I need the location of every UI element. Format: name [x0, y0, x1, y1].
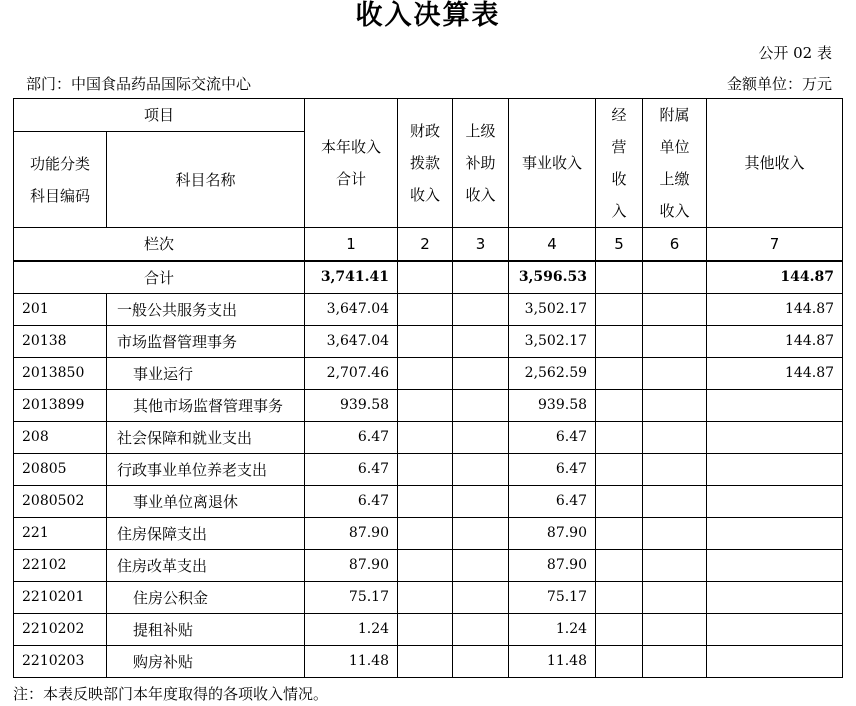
row-total: 6.47: [305, 453, 398, 485]
row-subject-name: 行政事业单位养老支出: [107, 453, 305, 485]
row-subject-name: 事业单位离退休: [107, 485, 305, 517]
row-code: 2080502: [14, 485, 107, 517]
row-business: 6.47: [509, 453, 596, 485]
row-operating: [596, 293, 643, 325]
row-affiliated: [643, 549, 707, 581]
header-func-code: 功能分类 科目编码: [14, 132, 107, 228]
total-row-affiliated: [643, 261, 707, 293]
total-row-business: 3,596.53: [509, 261, 596, 293]
row-fiscal: [398, 293, 453, 325]
total-row-label: 合计: [14, 261, 305, 293]
row-business: 1.24: [509, 613, 596, 645]
row-affiliated: [643, 325, 707, 357]
row-business: 939.58: [509, 389, 596, 421]
column-index: 7: [707, 228, 843, 262]
table-row: [14, 357, 843, 389]
row-superior: [453, 613, 509, 645]
total-row-total: 3,741.41: [305, 261, 398, 293]
row-code: 2013850: [14, 357, 107, 389]
row-total: 939.58: [305, 389, 398, 421]
column-index: 3: [453, 228, 509, 262]
header-project: 项目: [14, 99, 305, 132]
total-row-fiscal: [398, 261, 453, 293]
row-total: 87.90: [305, 549, 398, 581]
row-affiliated: [643, 357, 707, 389]
row-fiscal: [398, 389, 453, 421]
header-operating: 经 营 收 入: [596, 99, 643, 228]
row-fiscal: [398, 549, 453, 581]
column-index: 6: [643, 228, 707, 262]
row-superior: [453, 357, 509, 389]
row-other: 144.87: [707, 357, 843, 389]
row-other: [707, 613, 843, 645]
row-subject-name: 事业运行: [107, 357, 305, 389]
row-code: 20138: [14, 325, 107, 357]
table-note: 注：本表反映部门本年度取得的各项收入情况。: [13, 685, 329, 703]
row-subject-name: 住房保障支出: [107, 517, 305, 549]
table-row: [14, 421, 843, 453]
row-other: [707, 453, 843, 485]
row-code: 201: [14, 293, 107, 325]
column-index: 4: [509, 228, 596, 262]
row-superior: [453, 453, 509, 485]
row-affiliated: [643, 389, 707, 421]
row-superior: [453, 517, 509, 549]
total-row: [14, 261, 843, 293]
row-superior: [453, 549, 509, 581]
header-total: 本年收入 合计: [305, 99, 398, 228]
row-fiscal: [398, 421, 453, 453]
row-business: 75.17: [509, 581, 596, 613]
header-affiliated: 附属 单位 上缴 收入: [643, 99, 707, 228]
row-affiliated: [643, 293, 707, 325]
row-affiliated: [643, 581, 707, 613]
row-subject-name: 住房公积金: [107, 581, 305, 613]
row-operating: [596, 517, 643, 549]
page-title: 收入决算表: [355, 0, 501, 31]
row-other: [707, 517, 843, 549]
header-business: 事业收入: [509, 99, 596, 228]
row-total: 2,707.46: [305, 357, 398, 389]
row-superior: [453, 581, 509, 613]
row-fiscal: [398, 357, 453, 389]
row-code: 20805: [14, 453, 107, 485]
row-operating: [596, 325, 643, 357]
column-index: 5: [596, 228, 643, 262]
row-operating: [596, 389, 643, 421]
row-code: 2210202: [14, 613, 107, 645]
department-label: 部门：中国食品药品国际交流中心: [26, 75, 252, 93]
header-superior: 上级 补助 收入: [453, 99, 509, 228]
row-operating: [596, 485, 643, 517]
row-code: 2013899: [14, 389, 107, 421]
total-row-operating: [596, 261, 643, 293]
row-business: 11.48: [509, 645, 596, 677]
row-subject-name: 一般公共服务支出: [107, 293, 305, 325]
table-row: [14, 645, 843, 677]
row-affiliated: [643, 645, 707, 677]
table-row: [14, 581, 843, 613]
row-business: 6.47: [509, 421, 596, 453]
income-table: [13, 98, 843, 678]
row-other: [707, 389, 843, 421]
row-total: 11.48: [305, 645, 398, 677]
row-business: 87.90: [509, 549, 596, 581]
row-business: 87.90: [509, 517, 596, 549]
row-superior: [453, 389, 509, 421]
table-row: [14, 325, 843, 357]
total-row-other: 144.87: [707, 261, 843, 293]
row-affiliated: [643, 453, 707, 485]
row-subject-name: 其他市场监督管理事务: [107, 389, 305, 421]
form-number: 公开 02 表: [758, 44, 832, 62]
total-row-superior: [453, 261, 509, 293]
row-other: [707, 421, 843, 453]
row-other: [707, 645, 843, 677]
table-row: [14, 389, 843, 421]
row-affiliated: [643, 421, 707, 453]
row-other: [707, 581, 843, 613]
table-row: [14, 293, 843, 325]
header-fiscal: 财政 拨款 收入: [398, 99, 453, 228]
row-fiscal: [398, 517, 453, 549]
row-superior: [453, 421, 509, 453]
row-subject-name: 市场监督管理事务: [107, 325, 305, 357]
row-operating: [596, 581, 643, 613]
row-business: 2,562.59: [509, 357, 596, 389]
row-total: 6.47: [305, 421, 398, 453]
row-total: 75.17: [305, 581, 398, 613]
row-other: 144.87: [707, 325, 843, 357]
row-code: 22102: [14, 549, 107, 581]
row-operating: [596, 549, 643, 581]
row-superior: [453, 325, 509, 357]
row-total: 3,647.04: [305, 293, 398, 325]
row-other: [707, 485, 843, 517]
row-operating: [596, 357, 643, 389]
row-code: 221: [14, 517, 107, 549]
column-index: 2: [398, 228, 453, 262]
row-business: 6.47: [509, 485, 596, 517]
table-row: [14, 517, 843, 549]
column-index-label: 栏次: [14, 228, 305, 262]
row-operating: [596, 645, 643, 677]
table-row: [14, 453, 843, 485]
table-row: [14, 613, 843, 645]
unit-label: 金额单位：万元: [726, 75, 832, 93]
row-subject-name: 提租补贴: [107, 613, 305, 645]
row-fiscal: [398, 645, 453, 677]
row-operating: [596, 421, 643, 453]
row-code: 208: [14, 421, 107, 453]
row-fiscal: [398, 613, 453, 645]
row-total: 6.47: [305, 485, 398, 517]
row-fiscal: [398, 325, 453, 357]
row-business: 3,502.17: [509, 325, 596, 357]
row-operating: [596, 453, 643, 485]
row-subject-name: 购房补贴: [107, 645, 305, 677]
row-affiliated: [643, 485, 707, 517]
row-code: 2210203: [14, 645, 107, 677]
row-operating: [596, 613, 643, 645]
row-affiliated: [643, 517, 707, 549]
row-superior: [453, 485, 509, 517]
row-code: 2210201: [14, 581, 107, 613]
row-other: 144.87: [707, 293, 843, 325]
column-index: 1: [305, 228, 398, 262]
row-total: 1.24: [305, 613, 398, 645]
row-business: 3,502.17: [509, 293, 596, 325]
table-row: [14, 485, 843, 517]
row-total: 87.90: [305, 517, 398, 549]
row-subject-name: 社会保障和就业支出: [107, 421, 305, 453]
row-affiliated: [643, 613, 707, 645]
row-fiscal: [398, 581, 453, 613]
row-subject-name: 住房改革支出: [107, 549, 305, 581]
header-other: 其他收入: [707, 99, 843, 228]
row-superior: [453, 293, 509, 325]
row-fiscal: [398, 485, 453, 517]
header-subject-name: 科目名称: [107, 132, 305, 228]
row-total: 3,647.04: [305, 325, 398, 357]
row-other: [707, 549, 843, 581]
row-fiscal: [398, 453, 453, 485]
row-superior: [453, 645, 509, 677]
table-row: [14, 549, 843, 581]
